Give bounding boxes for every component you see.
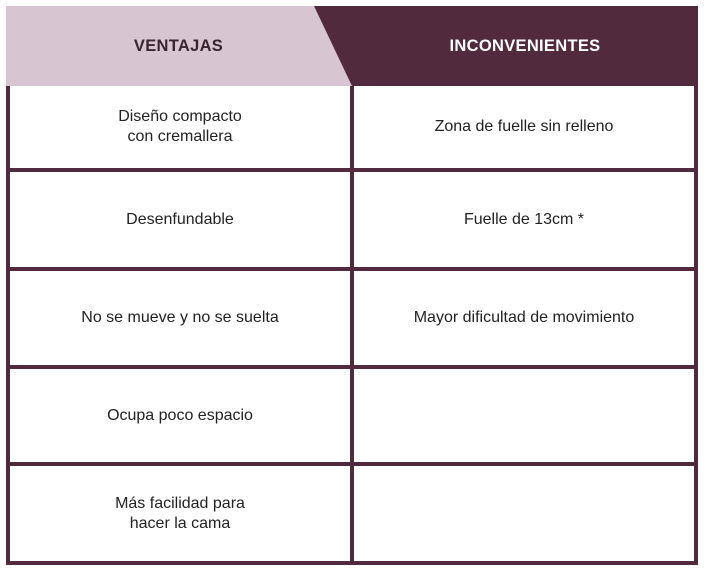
header-disadvantages: INCONVENIENTES bbox=[449, 36, 601, 55]
advantage-text: Diseño compacto con cremallera bbox=[118, 108, 242, 145]
header-advantages: VENTAJAS bbox=[133, 36, 224, 55]
disadvantage-cell bbox=[354, 271, 694, 365]
advantage-cell bbox=[10, 172, 350, 267]
disadvantage-cell bbox=[354, 172, 694, 267]
disadvantage-cell bbox=[354, 86, 694, 168]
advantage-cell bbox=[10, 369, 350, 462]
advantage-cell bbox=[10, 466, 350, 561]
disadvantage-cell bbox=[354, 369, 694, 462]
advantage-cell bbox=[10, 271, 350, 365]
disadvantage-text: Mayor dificultad de movimiento bbox=[413, 309, 635, 326]
advantage-text: Ocupa poco espacio bbox=[107, 406, 253, 424]
advantage-text: Más facilidad para hacer la cama bbox=[115, 494, 245, 532]
disadvantage-text: Zona de fuelle sin relleno bbox=[434, 118, 614, 135]
advantage-text: Desenfundable bbox=[126, 210, 234, 228]
disadvantage-text: Fuelle de 13cm * bbox=[463, 210, 585, 228]
advantage-cell bbox=[10, 86, 350, 168]
pros-cons-table bbox=[6, 6, 698, 565]
table-body bbox=[6, 86, 698, 565]
disadvantage-cell bbox=[354, 466, 694, 561]
advantage-text: No se mueve y no se suelta bbox=[81, 309, 279, 326]
